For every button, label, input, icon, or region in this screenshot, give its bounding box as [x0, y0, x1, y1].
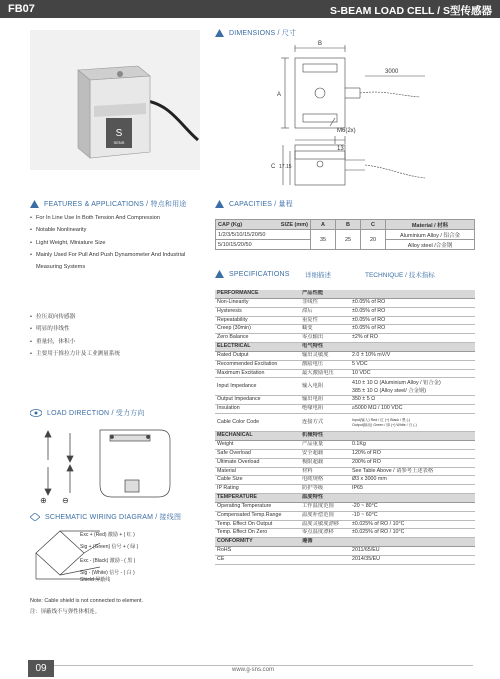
- load-direction-diagram: [30, 425, 205, 505]
- spec-label: Cable Size: [215, 476, 300, 485]
- dim-c-value: 20: [361, 230, 386, 250]
- feature-item: • For In Line Use In Both Tension And Compression: [30, 212, 205, 224]
- page-title: S-BEAM LOAD CELL / S型传感器: [330, 5, 492, 17]
- top-bar: [0, 0, 500, 18]
- spec-label-cn: 遵循: [300, 538, 350, 547]
- spec-label-cn: 绝缘电阻: [300, 405, 350, 414]
- spec-value: 0.1Kg: [350, 440, 475, 449]
- spec-label: Compensated Temp.Range: [215, 511, 300, 520]
- dim-cable-length: 3000: [385, 69, 399, 75]
- spec-value: ±0.05% of RO: [350, 298, 475, 307]
- spec-label-cn: 温度补偿范围: [300, 511, 350, 520]
- spec-label-cn: 温度特性: [300, 494, 350, 503]
- triangle-icon: [215, 270, 224, 278]
- dim-c: C: [271, 164, 276, 170]
- load-direction-heading: LOAD DIRECTION / 受力方向: [30, 408, 145, 418]
- spec-label-cn: 材料: [300, 467, 350, 476]
- photo-logo: SENS: [113, 140, 125, 145]
- product-photo: [30, 30, 200, 170]
- spec-value: 350 ± 5 Ω: [350, 396, 475, 405]
- spec-value: 2014/35/EU: [350, 555, 475, 564]
- spec-label-cn: 机械特性: [300, 432, 350, 441]
- spec-value: ±0.05% of RO: [350, 325, 475, 334]
- spec-value-line: 385 ± 10 Ω (Alloy steel/ 合金钢): [352, 387, 426, 394]
- dim-b-value: 25: [336, 230, 361, 250]
- spec-label-cn: 产品性能: [300, 290, 350, 298]
- spec-label: ELECTRICAL: [215, 343, 300, 352]
- spec-row: [215, 520, 475, 529]
- spec-value: [350, 378, 475, 396]
- spec-value: 120% of RO: [350, 449, 475, 458]
- spec-label: Non-Linearity: [215, 298, 300, 307]
- cap-row-2: 5/10/15/20/50: [216, 240, 311, 250]
- wire-exc-plus: Exc + (Red) 激励 + ( 红 ): [80, 532, 135, 538]
- spec-label: Recommended Excitation: [215, 360, 300, 369]
- spec-row: [215, 351, 475, 360]
- spec-value: [350, 414, 475, 432]
- eye-icon: [30, 409, 42, 417]
- spec-label: Rated Output: [215, 351, 300, 360]
- spec-label: CE: [215, 555, 300, 564]
- note-cn: 注：屏蔽线不与弹性体相连。: [30, 609, 101, 615]
- triangle-icon: [215, 200, 224, 208]
- spec-label-cn: 输入电阻: [300, 378, 350, 396]
- spec-technique-heading: TECHNIQUE / 技术指标: [365, 272, 435, 279]
- feature-item: • 重量轻，体积小: [30, 336, 205, 348]
- dim-a-value: 35: [311, 230, 336, 250]
- spec-value: Ø3 x 3000 mm: [350, 476, 475, 485]
- spec-value: [350, 494, 475, 503]
- dim-1715: 17.15: [279, 164, 292, 170]
- spec-row: [215, 502, 475, 511]
- cap-row-1: 1/2/3/5/10/15/20/50: [216, 230, 311, 240]
- wire-shield: Shield 屏蔽线: [80, 577, 111, 583]
- spec-row: [215, 334, 475, 343]
- spec-label-cn: 安全超载: [300, 449, 350, 458]
- spec-value-line: 410 ± 10 Ω (Aluminium Alloy / 铝合金): [352, 379, 441, 386]
- minus-symbol: ⊖: [62, 496, 69, 505]
- wire-sig-minus: Sig - (White) 信号 - ( 白 ): [80, 570, 135, 576]
- spec-row: [215, 307, 475, 316]
- spec-value: IP65: [350, 485, 475, 494]
- spec-label: Repeatability: [215, 316, 300, 325]
- triangle-icon: [30, 200, 39, 208]
- spec-value: ±0.05% of RO: [350, 316, 475, 325]
- spec-label: Creep (30min): [215, 325, 300, 334]
- spec-value: [350, 538, 475, 547]
- spec-label-cn: 防护等级: [300, 485, 350, 494]
- spec-label-cn: 激励电压: [300, 360, 350, 369]
- spec-label-cn: 极限超载: [300, 458, 350, 467]
- spec-label: Input Impedance: [215, 378, 300, 396]
- capacities-table: CAP (Kg) SIZE (mm) A B C Material / 材料 1/2/3/5/10/15/20/50 35 25 20 Aluminium Alloy / 铝合金 5/10/15/20/50 Alloy steel /合金钢: [215, 219, 475, 250]
- spec-label-cn: 电气特性: [300, 343, 350, 352]
- spec-label-cn: 输出灵敏度: [300, 351, 350, 360]
- spec-label-cn: 零点输出: [300, 334, 350, 343]
- capacities-heading: CAPACITIES / 量程: [215, 199, 293, 209]
- wire-exc-minus: Exc - (Black) 激励 - ( 黑 ): [80, 558, 136, 564]
- plus-symbol: ⊕: [40, 496, 47, 505]
- feature-item: • Notable Nonlinearity: [30, 224, 205, 236]
- spec-row: [215, 555, 475, 564]
- spec-row: [215, 467, 475, 476]
- spec-value: -20 ~ 80°C: [350, 502, 475, 511]
- spec-label-cn: 最大激励电压: [300, 369, 350, 378]
- spec-label-cn: 蠕变: [300, 325, 350, 334]
- spec-value-line: Output(输出) Green / 绿 (+) White / 白 (-): [352, 422, 417, 427]
- spec-value: [350, 432, 475, 441]
- dim-a: A: [277, 92, 282, 98]
- spec-label: Zero Balance: [215, 334, 300, 343]
- spec-label-cn: 连接方式: [300, 414, 350, 432]
- spec-section-row: [215, 494, 475, 503]
- spec-section-row: [215, 290, 475, 298]
- spec-label: Cable Color Code: [215, 414, 300, 432]
- spec-label: MECHANICAL: [215, 432, 300, 441]
- spec-section-row: [215, 432, 475, 441]
- spec-row: [215, 369, 475, 378]
- spec-label: Operating Temperature: [215, 502, 300, 511]
- note-en: Note: Cable shield is not connected to element.: [30, 598, 143, 604]
- spec-label: Temp. Effect On Zero: [215, 529, 300, 538]
- dimensions-drawing: [215, 40, 485, 210]
- feature-item: • 主要用于推拉力计及工业测量系统: [30, 348, 205, 360]
- features-list-cn: [30, 311, 205, 360]
- spec-value: 2.0 ± 10% mV/V: [350, 351, 475, 360]
- spec-label-cn: 重复性: [300, 316, 350, 325]
- spec-row: [215, 396, 475, 405]
- spec-value: [350, 290, 475, 298]
- spec-value-line: Input(输入) Red / 红 (+) Black / 黑 (-): [352, 417, 411, 422]
- spec-label: PERFORMANCE: [215, 290, 300, 298]
- spec-section-row: [215, 538, 475, 547]
- spec-row: [215, 485, 475, 494]
- spec-label: Maximum Excitation: [215, 369, 300, 378]
- spec-label-cn: 电缆规格: [300, 476, 350, 485]
- spec-label: RoHS: [215, 547, 300, 556]
- spec-label-cn: [300, 547, 350, 556]
- spec-label: TEMPERATURE: [215, 494, 300, 503]
- spec-label: Insulation: [215, 405, 300, 414]
- spec-row: [215, 449, 475, 458]
- features-heading: FEATURES & APPLICATIONS / 特点和用途: [30, 199, 186, 209]
- spec-label-cn: 滞后: [300, 307, 350, 316]
- spec-row: [215, 298, 475, 307]
- spec-row: [215, 529, 475, 538]
- spec-value: 10 VDC: [350, 369, 475, 378]
- spec-row: [215, 414, 475, 432]
- website-link[interactable]: www.g-sns.com: [232, 667, 275, 673]
- spec-row: [215, 378, 475, 396]
- spec-value: ±2% of RO: [350, 334, 475, 343]
- svg-text:S: S: [115, 128, 123, 139]
- dim-13: 13: [337, 146, 344, 152]
- feature-item: • 明显的非线性: [30, 323, 205, 335]
- spec-row: [215, 325, 475, 334]
- spec-desc-heading: 详细描述: [305, 272, 331, 279]
- spec-value: 5 VDC: [350, 360, 475, 369]
- spec-label: CONFORMITY: [215, 538, 300, 547]
- feature-item: • 拉压双向传感器: [30, 311, 205, 323]
- spec-value: ±0.025% of RO / 10°C: [350, 520, 475, 529]
- spec-value: ≥5000 MΩ / 100 VDC: [350, 405, 475, 414]
- spec-label: Hysteresis: [215, 307, 300, 316]
- spec-label-cn: 非线性: [300, 298, 350, 307]
- spec-row: [215, 511, 475, 520]
- footer-divider: [28, 665, 473, 666]
- spec-value: 2011/65/EU: [350, 547, 475, 556]
- spec-label: IP Rating: [215, 485, 300, 494]
- spec-label: Weight: [215, 440, 300, 449]
- spec-label-cn: 输出电阻: [300, 396, 350, 405]
- dim-b: B: [318, 41, 323, 47]
- cap-size-header: CAP (Kg) SIZE (mm): [216, 220, 311, 230]
- spec-label: Safe Overload: [215, 449, 300, 458]
- spec-label: Output Impedance: [215, 396, 300, 405]
- spec-row: [215, 405, 475, 414]
- spec-row: [215, 440, 475, 449]
- load-cell-illustration: [30, 30, 200, 170]
- spec-label-cn: 工作温度范围: [300, 502, 350, 511]
- wire-sig-plus: Sig + (Green) 信号 + ( 绿 ): [80, 544, 139, 550]
- spec-value: -10 ~ 60°C: [350, 511, 475, 520]
- spec-value: See Table Above / 请参考上述表格: [350, 467, 475, 476]
- features-list-en: [30, 212, 205, 273]
- spec-row: [215, 458, 475, 467]
- spec-label-cn: [300, 555, 350, 564]
- dim-thread: M6(2x): [337, 128, 356, 134]
- spec-value: [350, 343, 475, 352]
- spec-value: ±0.05% of RO: [350, 307, 475, 316]
- wiring-heading: SCHEMATIC WIRING DIAGRAM / 接线图: [30, 512, 181, 522]
- dimensions-heading: DIMENSIONS / 尺寸: [215, 28, 296, 38]
- product-code: FB07: [8, 3, 35, 15]
- spec-label: Temp. Effect On Output: [215, 520, 300, 529]
- spec-value: 200% of RO: [350, 458, 475, 467]
- spec-value: ±0.025% of RO / 10°C: [350, 529, 475, 538]
- page-number: 09: [28, 660, 54, 677]
- feature-item: • Light Weight, Miniature Size: [30, 237, 205, 249]
- specifications-table: [215, 290, 475, 565]
- spec-label: Material: [215, 467, 300, 476]
- spec-row: [215, 547, 475, 556]
- spec-label: Ultimate Overload: [215, 458, 300, 467]
- triangle-icon: [215, 29, 224, 37]
- spec-label-cn: 产品重量: [300, 440, 350, 449]
- spec-section-row: [215, 343, 475, 352]
- spec-row: [215, 360, 475, 369]
- spec-row: [215, 476, 475, 485]
- spec-label-cn: 零点温度漂移: [300, 529, 350, 538]
- spec-row: [215, 316, 475, 325]
- feature-item: • Mainly Used For Pull And Push Dynamometer And Industrial Measuring Systems: [30, 249, 205, 274]
- specifications-heading: SPECIFICATIONS: [215, 270, 290, 278]
- wiring-icon: [30, 513, 40, 521]
- spec-label-cn: 温度灵敏度漂移: [300, 520, 350, 529]
